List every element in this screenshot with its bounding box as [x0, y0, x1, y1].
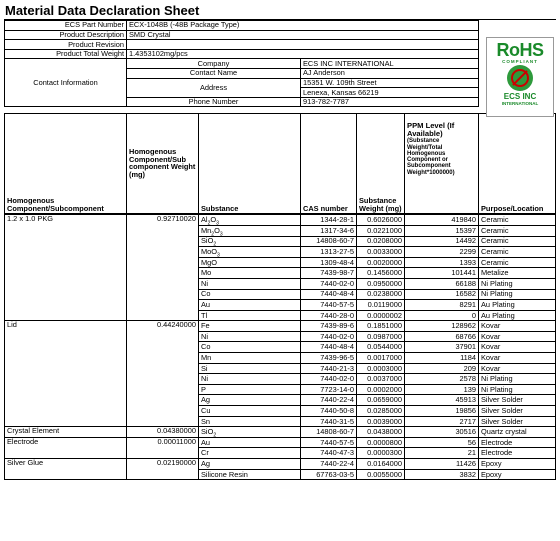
substance-weight: 0.1851000 — [357, 321, 405, 332]
component-weight: 0.92710020 — [127, 215, 199, 321]
rohs-logo — [486, 37, 554, 117]
substance-weight: 0.0238000 — [357, 289, 405, 300]
substance-subscript: 2 — [211, 231, 215, 237]
purpose: Ni Plating — [479, 278, 556, 289]
cas-number: 7440-57-5 — [301, 437, 357, 448]
cas-number: 7440-48-4 — [301, 342, 357, 353]
substance-cell — [199, 342, 301, 353]
table-row — [5, 321, 556, 332]
substance-text: Ni — [201, 374, 208, 384]
purpose: Kovar — [479, 363, 556, 374]
cas-number: 7440-02-0 — [301, 374, 357, 385]
cas-number: 7440-47-3 — [301, 448, 357, 459]
header-weight: Homogenous Component/Sub component Weight (mg) — [127, 114, 199, 214]
ppm-level: 101441 — [405, 268, 479, 279]
substance-header-table — [4, 113, 556, 214]
ppm-level: 2299 — [405, 247, 479, 258]
cas-number: 67763-03-5 — [301, 469, 357, 480]
substance-subscript: 3 — [217, 252, 220, 258]
substance-cell — [199, 469, 301, 480]
cas-number: 7439-96-5 — [301, 353, 357, 364]
substance-text: MgO — [201, 257, 218, 267]
header-cas: CAS number — [301, 114, 357, 214]
substance-weight: 0.0033000 — [357, 247, 405, 258]
substance-weight: 0.0208000 — [357, 236, 405, 247]
cas-number: 7440-22-4 — [301, 459, 357, 470]
purpose: Ceramic — [479, 257, 556, 268]
part-number-row — [5, 21, 479, 31]
ppm-level: 56 — [405, 437, 479, 448]
substance-text: Mn — [201, 352, 212, 362]
substance-text: Cu — [201, 405, 211, 415]
substance-text: Co — [201, 342, 211, 352]
substance-text: Mn — [201, 225, 212, 235]
substance-cell — [199, 268, 301, 279]
component-weight: 0.00011000 — [127, 437, 199, 458]
cas-number: 14808-60-7 — [301, 236, 357, 247]
cas-number: 7440-31-5 — [301, 416, 357, 427]
ppm-level: 2578 — [405, 374, 479, 385]
contact-info-label: Contact Information — [5, 59, 127, 107]
component-name: Lid — [5, 321, 127, 427]
ppm-level: 3832 — [405, 469, 479, 480]
ppm-level: 15397 — [405, 225, 479, 236]
cas-number: 7723-14-0 — [301, 384, 357, 395]
substance-text: Silicone Resin — [201, 469, 248, 479]
substance-subscript: 2 — [213, 432, 217, 438]
substance-weight: 0.0003000 — [357, 363, 405, 374]
header-component: Homogenous Component/Subcomponent — [5, 114, 127, 214]
substance-cell — [199, 331, 301, 342]
substance-cell — [199, 395, 301, 406]
product-weight-label: Product Total Weight — [5, 49, 127, 59]
substance-cell — [199, 374, 301, 385]
ppm-level: 30516 — [405, 427, 479, 438]
substance-text: Al — [201, 215, 208, 225]
cas-number: 7440-21-3 — [301, 363, 357, 374]
substance-cell — [199, 416, 301, 427]
ppm-level: 419840 — [405, 215, 479, 226]
substance-weight: 0.0020000 — [357, 257, 405, 268]
substance-cell — [199, 289, 301, 300]
substance-text: Ag — [201, 395, 211, 405]
substance-text: Co — [201, 289, 211, 299]
phone-value: 913-782-7787 — [301, 97, 479, 107]
substance-weight: 0.0950000 — [357, 278, 405, 289]
cas-number: 7439-98-7 — [301, 268, 357, 279]
part-number-label: ECS Part Number — [5, 21, 127, 31]
table-row — [5, 427, 556, 438]
ppm-level: 1393 — [405, 257, 479, 268]
company-value: ECS INC INTERNATIONAL — [301, 59, 479, 69]
substance-text: MoO — [201, 247, 218, 257]
purpose: Ceramic — [479, 247, 556, 258]
ppm-level: 209 — [405, 363, 479, 374]
purpose: Ni Plating — [479, 384, 556, 395]
ppm-level: 19856 — [405, 406, 479, 417]
purpose: Kovar — [479, 331, 556, 342]
purpose: Ni Plating — [479, 289, 556, 300]
ppm-level: 45913 — [405, 395, 479, 406]
substance-weight: 0.0000002 — [357, 310, 405, 321]
substance-text: SiO — [201, 236, 214, 246]
purpose: Ceramic — [479, 215, 556, 226]
rohs-logo-ecs: ECS INC — [503, 92, 537, 101]
substance-text: Si — [201, 363, 208, 373]
cas-number: 7440-02-0 — [301, 331, 357, 342]
substance-text: P — [201, 384, 206, 394]
component-name: Crystal Element — [5, 427, 127, 438]
substance-text: Cr — [201, 448, 209, 458]
purpose: Silver Solder — [479, 416, 556, 427]
substance-text: Mo — [201, 268, 212, 278]
substance-cell — [199, 427, 301, 438]
ppm-level: 128962 — [405, 321, 479, 332]
purpose: Au Plating — [479, 300, 556, 311]
purpose: Au Plating — [479, 310, 556, 321]
purpose: Silver Solder — [479, 395, 556, 406]
substance-cell — [199, 437, 301, 448]
component-weight: 0.02190000 — [127, 459, 199, 480]
ppm-level: 0 — [405, 310, 479, 321]
substance-weight: 0.0544000 — [357, 342, 405, 353]
purpose: Silver Solder — [479, 406, 556, 417]
cas-number: 7440-48-4 — [301, 289, 357, 300]
substance-weight: 0.0000300 — [357, 448, 405, 459]
ppm-level: 37901 — [405, 342, 479, 353]
substance-weight: 0.0221000 — [357, 225, 405, 236]
substance-cell — [199, 257, 301, 268]
product-description-label: Product Description — [5, 30, 127, 40]
purpose: Metalize — [479, 268, 556, 279]
purpose: Ceramic — [479, 225, 556, 236]
purpose: Electrode — [479, 437, 556, 448]
component-name: 1.2 x 1.0 PKG — [5, 215, 127, 321]
ppm-level: 66188 — [405, 278, 479, 289]
header-row — [5, 114, 556, 214]
header-substance: Substance — [199, 114, 301, 214]
substance-weight: 0.6026000 — [357, 215, 405, 226]
purpose: Ceramic — [479, 236, 556, 247]
substance-cell — [199, 236, 301, 247]
substance-subscript: 3 — [216, 220, 219, 226]
part-info-table — [4, 20, 479, 107]
table-row — [5, 437, 556, 448]
substance-weight: 0.0119000 — [357, 300, 405, 311]
ppm-level: 8291 — [405, 300, 479, 311]
cas-number: 7440-02-0 — [301, 278, 357, 289]
substance-data-table — [4, 214, 556, 480]
substance-text: Ni — [201, 278, 208, 288]
substance-cell — [199, 300, 301, 311]
cas-number: 1309-48-4 — [301, 257, 357, 268]
substance-weight: 0.0039000 — [357, 416, 405, 427]
rohs-logo-international: INTERNATIONAL — [501, 101, 539, 106]
substance-weight: 0.0055000 — [357, 469, 405, 480]
substance-cell — [199, 406, 301, 417]
ppm-level: 2717 — [405, 416, 479, 427]
ppm-level: 21 — [405, 448, 479, 459]
substance-cell — [199, 278, 301, 289]
substance-weight: 0.0000800 — [357, 437, 405, 448]
part-number-value: ECX-1048B (-48B Package Type) — [127, 21, 479, 31]
purpose: Epoxy — [479, 469, 556, 480]
substance-weight: 0.0164000 — [357, 459, 405, 470]
cas-number: 1317-34-6 — [301, 225, 357, 236]
cas-number: 7440-57-5 — [301, 300, 357, 311]
substance-text: Fe — [201, 321, 210, 331]
substance-cell — [199, 353, 301, 364]
rohs-logo-compliant: COMPLIANT — [502, 59, 538, 64]
phone-label: Phone Number — [127, 97, 301, 107]
ppm-level: 1184 — [405, 353, 479, 364]
product-revision-value — [127, 40, 479, 50]
ppm-level: 16582 — [405, 289, 479, 300]
purpose: Epoxy — [479, 459, 556, 470]
purpose: Ni Plating — [479, 374, 556, 385]
substance-text: Ni — [201, 331, 208, 341]
table-row — [5, 459, 556, 470]
substance-data-body — [5, 215, 556, 480]
cas-number: 7439-89-6 — [301, 321, 357, 332]
substance-text: Au — [201, 300, 211, 309]
cas-number: 7440-22-4 — [301, 395, 357, 406]
product-weight-row — [5, 49, 479, 59]
header-substance-weight: Substance Weight (mg) — [357, 114, 405, 214]
substance-text: Tl — [201, 310, 208, 320]
contact-name-label: Contact Name — [127, 68, 301, 78]
ppm-level: 68766 — [405, 331, 479, 342]
cas-number: 1344-28-1 — [301, 215, 357, 226]
header-ppm-note: (Substance Weight/Total Homogenous Component or Subcomponent Weight*1000000) — [407, 138, 455, 176]
substance-text: Au — [201, 437, 211, 447]
ppm-level: 14492 — [405, 236, 479, 247]
product-revision-row — [5, 40, 479, 50]
substance-text: Ag — [201, 458, 211, 468]
declaration-sheet — [4, 3, 556, 480]
substance-cell — [199, 310, 301, 321]
substance-cell — [199, 448, 301, 459]
substance-subscript: 2 — [213, 241, 217, 247]
substance-weight: 0.0037000 — [357, 374, 405, 385]
substance-cell — [199, 247, 301, 258]
cas-number: 14808-60-7 — [301, 427, 357, 438]
substance-text: Sn — [201, 416, 211, 426]
substance-text: O — [214, 225, 220, 235]
component-weight: 0.04380000 — [127, 427, 199, 438]
purpose: Electrode — [479, 448, 556, 459]
component-name: Electrode — [5, 437, 127, 458]
company-row — [5, 59, 479, 69]
product-description-row — [5, 30, 479, 40]
substance-text: O — [210, 215, 217, 225]
cas-number: 1313-27-5 — [301, 247, 357, 258]
product-revision-label: Product Revision — [5, 40, 127, 50]
address-line-1: 15351 W. 109th Street — [301, 78, 479, 88]
table-row — [5, 215, 556, 226]
address-label: Address — [127, 78, 301, 97]
substance-cell — [199, 384, 301, 395]
purpose: Kovar — [479, 342, 556, 353]
substance-cell — [199, 363, 301, 374]
substance-subscript: 3 — [219, 231, 223, 237]
component-name: Silver Glue — [5, 459, 127, 480]
purpose: Quartz crystal — [479, 427, 556, 438]
purpose: Kovar — [479, 321, 556, 332]
no-lead-icon — [507, 65, 533, 91]
substance-text: SiO — [201, 427, 214, 437]
ppm-level: 11426 — [405, 459, 479, 470]
company-label: Company — [127, 59, 301, 69]
product-weight-value: 1.4353102mg/pcs — [127, 49, 479, 59]
substance-cell — [199, 225, 301, 236]
cas-number: 7440-28-0 — [301, 310, 357, 321]
rohs-logo-word: RoHS — [496, 40, 544, 60]
substance-weight: 0.0017000 — [357, 353, 405, 364]
substance-weight: 0.0659000 — [357, 395, 405, 406]
product-description-value: SMD Crystal — [127, 30, 479, 40]
substance-subscript: 2 — [207, 220, 211, 226]
substance-weight: 0.0285000 — [357, 406, 405, 417]
substance-weight: 0.0987000 — [357, 331, 405, 342]
ppm-level: 139 — [405, 384, 479, 395]
header-ppm — [405, 114, 479, 214]
cas-number: 7440-50-8 — [301, 406, 357, 417]
substance-cell — [199, 459, 301, 470]
component-weight: 0.44240000 — [127, 321, 199, 427]
address-line-2: Lenexa, Kansas 66219 — [301, 88, 479, 98]
substance-weight: 0.1456000 — [357, 268, 405, 279]
purpose: Kovar — [479, 353, 556, 364]
substance-cell — [199, 321, 301, 332]
header-ppm-title: PPM Level (If Available) — [407, 121, 455, 139]
substance-cell — [199, 215, 301, 226]
header-purpose: Purpose/Location — [479, 114, 556, 214]
sheet-title: Material Data Declaration Sheet — [4, 3, 556, 20]
substance-weight: 0.0002000 — [357, 384, 405, 395]
substance-weight: 0.0438000 — [357, 427, 405, 438]
contact-name-value: AJ Anderson — [301, 68, 479, 78]
